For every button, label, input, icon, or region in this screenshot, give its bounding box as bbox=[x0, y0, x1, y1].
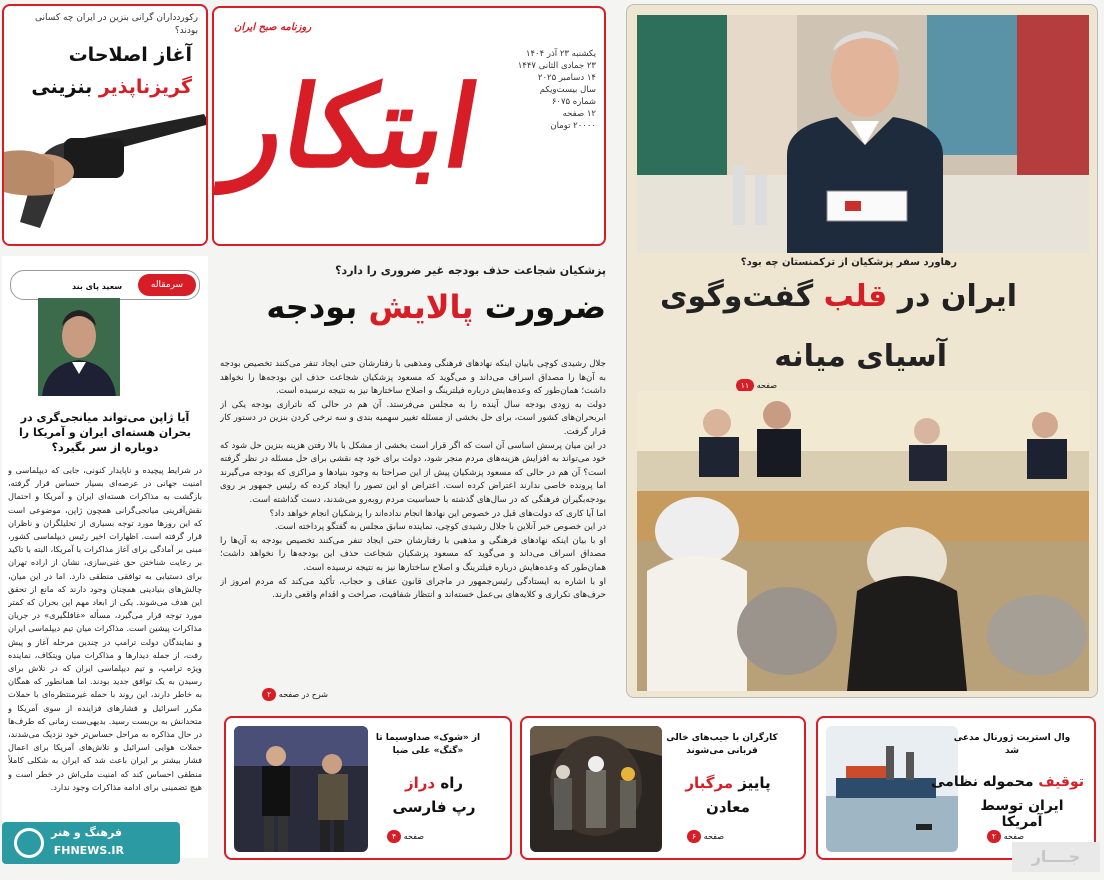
editorial-body: در شرایط پیچیده و ناپایدار کنونی، جایی که دیپلماسی و امنیت جهانی در عرصه‌ای بسیار حساس قرار گرفته، بازگشت به مذاکرات هسته‌ای ایران و آمریکا و احتمال نقش‌آفرینی میانجی‌گرانی همچون ژاپن، موضوعی است که این روزها مورد توجه بسیاری از تحلیلگران و ناظران قرار گرفته است. اظهارات اخیر رئیس دیپلماسی کشور، مبنی بر آمادگی برای آغاز مذاکرات با آمریکا، البته با تاکید بر رعایت شناختن حق غنی‌سازی، نشان از اراده تهران برای دستیابی به توافقی منطقی دارد. اما در این میان، چالش‌های بنیادینی همچنان وجود دارند که مانع از تحقق این هدف می‌شوند. یکی از ابعاد مهم این بحران که کمتر مورد توجه قرار می‌گیرد، مسأله «غافلگیری» در جریان مذاکرات پیشین است. مذاکرات میان تیم دیپلماسی ایران و نمایندگان دولت ترامپ در چندین مرحله آغاز و پیش رفت، از جمله دیدارها و مذاکرات میان ویتکاف، نماینده ویژه ترامپ، و تیم دیپلماسی ایران که در تلاش برای رسیدن به یک توافق جدید بودند. اما همانطور که همگان به خاطر دارند، این روند با حمله غیرمنتظره‌ای با حملات مکرر اسرائیل و فشارهای فزاینده از سوی آمریکا و متحدانش به بن‌بست رسید. بدیهی‌ست زمانی که طرف‌ها در حال مذاکره به مراحل حساس‌تر خود نزدیک می‌شدند، حملات هوایی اسرائیل و تلاش‌های آمریکا برای اعمال فشار بیشتر بر ایران باعث شد که ایران به شکلی کاملاً منطقی احساس کند که امنیت ملی‌اش در خطر است و هیچ تضمینی برای ادامه مذاکرات وجود ندارد. bbox=[8, 465, 202, 792]
masthead-date-line: ۱۲ صفحه bbox=[562, 109, 596, 119]
masthead-subtitle: روزنامه صبح ایران bbox=[234, 22, 312, 33]
jar-stamp: جــــار bbox=[1012, 842, 1100, 872]
lead-headline-post: بودجه bbox=[266, 288, 358, 326]
masthead-logo: ابتکار bbox=[219, 62, 489, 193]
mines-kicker: کارگران با جیب‌های خالی قربانی می‌شوند bbox=[666, 733, 778, 756]
footer-brand-box bbox=[2, 822, 180, 864]
pezeshkian-photo bbox=[637, 15, 1089, 253]
turkmen-headline-1 bbox=[660, 279, 1017, 314]
editorial-author-photo bbox=[38, 298, 120, 396]
lead-paragraph: دولت به زودی بودجه سال آینده را به مجلس می‌فرستد. آن هم در حالی که ناترازی بودجه یکی از ابربحران‌های کشور است، برای حل بخشی از مسئله تغییر سهمیه بندی و سه نرخی کردن بنزین در دستور کار قرار گرفت. bbox=[220, 399, 606, 437]
lead-paragraph: او با اشاره به ایستادگی رئیس‌جمهور در ماجرای قانون عفاف و حجاب، تأکید می‌کند که مردم امروز از حرف‌های تکراری و کلایه‌های بی‌عمل خسته‌اند و انتظار شفافیت، صراحت و اقدام واقعی دارند. bbox=[220, 576, 606, 601]
mines-page bbox=[687, 830, 724, 843]
seizure-title-1 bbox=[931, 774, 1084, 790]
fuel-title-red: گریزناپذیر bbox=[98, 76, 192, 98]
turkmen-page-badge: ۱۱ bbox=[736, 379, 755, 392]
editorial-tag: سرمقاله bbox=[138, 274, 196, 296]
bottom-box-mines bbox=[520, 716, 806, 860]
fuel-title-2 bbox=[31, 76, 192, 98]
masthead-box bbox=[212, 6, 606, 246]
mines-title-part: پاییز bbox=[738, 774, 771, 792]
footer-brand: فرهنگ و هنر bbox=[51, 826, 122, 839]
seizure-title-part: محموله نظامی bbox=[931, 774, 1034, 790]
masthead-date-line: ۲۰۰۰۰ تومان bbox=[550, 121, 596, 131]
lead-kicker: پزشکیان شجاعت حذف بودجه غیر ضروری را دارد؟ bbox=[335, 264, 606, 277]
turkmen-box bbox=[626, 4, 1098, 698]
turkmen-headline-2: آسیای میانه bbox=[774, 339, 947, 374]
seizure-title-2: ایران توسط آمریکا bbox=[980, 798, 1064, 830]
turkmen-page-label: صفحه bbox=[756, 381, 777, 390]
lead-headline-pre: ضرورت bbox=[484, 288, 606, 326]
rap-page-label: صفحه bbox=[403, 832, 424, 841]
rap-page bbox=[387, 830, 424, 843]
masthead-date-line: ۱۴ دسامبر ۲۰۲۵ bbox=[537, 73, 596, 83]
lead-paragraph: او با بیان اینکه نهادهای فرهنگی و مذهبی با رفتارشان حتی ایجاد تنفر می‌کنند تخصیص بودجه به آن‌ها را مصداق اسراف می‌داند و می‌گوید که مسعود پزشکیان شجاعت حذف این بودجه‌ها را نخواهد داشت؛ همان‌طور که وعده‌هایش درباره فیلترینگ و اصلاح ساختارها نیز به نتیجه نرسیده است. bbox=[220, 535, 606, 573]
masthead-date-block bbox=[496, 48, 596, 132]
summit-photo bbox=[637, 391, 1089, 691]
mines-title-2: معادن bbox=[706, 798, 750, 816]
fuel-title-1: آغاز اصلاحات bbox=[68, 44, 192, 66]
mines-page-badge: ۶ bbox=[687, 830, 701, 843]
turkmen-head-part-red: قلب bbox=[823, 279, 888, 314]
seizure-page-label: صفحه bbox=[1003, 832, 1024, 841]
seizure-kicker: وال استریت ژورنال مدعی شد bbox=[953, 733, 1071, 756]
rap-title-part: راه bbox=[440, 774, 463, 792]
fuel-kicker: رکوردداران گرانی بنزین در ایران چه کسانی بودند؟ bbox=[35, 13, 198, 36]
lead-paragraph: اما آیا کاری که دولت‌های قبل در خصوص این نهادها انجام نداده‌اند را پزشکیان انجام خواهد داد؟ bbox=[269, 508, 606, 519]
rap-page-badge: ۴ bbox=[387, 830, 401, 843]
bottom-box-seizure bbox=[816, 716, 1096, 860]
mines-page-label: صفحه bbox=[703, 832, 724, 841]
lead-more-badge: ۲ bbox=[262, 688, 276, 701]
fuel-title-rest: بنزینی bbox=[31, 76, 93, 98]
turkmen-head-part-a: ایران در bbox=[897, 279, 1017, 314]
rap-title-1 bbox=[372, 774, 496, 792]
lead-more bbox=[262, 688, 328, 701]
lead-more-label: شرح در صفحه bbox=[278, 690, 328, 699]
seizure-page-badge: ۲ bbox=[987, 830, 1001, 843]
seizure-title-red: توقیف bbox=[1038, 774, 1084, 790]
editorial-author: سعید پای بند bbox=[72, 282, 123, 291]
masthead-date-line: یکشنبه ۲۳ آذر ۱۴۰۴ bbox=[525, 49, 596, 59]
lead-headline bbox=[216, 288, 606, 326]
turkmen-head-part-c: گفت‌وگوی bbox=[660, 279, 814, 314]
lead-headline-red: پالایش bbox=[368, 288, 474, 326]
mines-title-red: مرگبار bbox=[685, 774, 734, 792]
miners-photo bbox=[530, 726, 662, 852]
fuel-nozzle-image bbox=[4, 102, 208, 246]
footer-site: FHNEWS.IR bbox=[53, 844, 124, 857]
editorial-column bbox=[2, 256, 208, 858]
fuel-box bbox=[2, 4, 208, 246]
turkmen-kicker: رهاورد سفر پزشکیان از ترکمنستان چه بود؟ bbox=[740, 257, 957, 268]
rap-title-red: دراز bbox=[405, 774, 436, 792]
masthead-date-line: سال بیست‌ویکم bbox=[539, 85, 596, 95]
rap-title-2: رپ فارسی bbox=[392, 798, 476, 816]
lead-body bbox=[220, 358, 606, 694]
rap-photo bbox=[234, 726, 368, 852]
lead-paragraph: جلال رشیدی کوچی بابیان اینکه نهادهای فرهنگی ومذهبی با رفتارشان حتی ایجاد تنفر می‌کنند تخصیص بودجه به آن‌ها را مصداق اسراف می‌داند و می‌گوید که مسعود پزشکیان شجاعت حذف این بودجه‌ها را نخواهد داشت؛ همان‌طور که وعده‌هایش درباره فیلترینگ و اصلاح ساختارها نیز به نتیجه نرسیده است. bbox=[220, 359, 606, 397]
mines-title-1 bbox=[666, 774, 790, 792]
bottom-box-rap bbox=[224, 716, 512, 860]
editorial-headline: آیا ژاپن می‌تواند میانجی‌گری در بحران هسته‌ای ایران و آمریکا را دوباره از سر بگیرد؟ bbox=[19, 411, 191, 454]
lead-paragraph: در این میان پرسش اساسی آن است که اگر قرار است بخشی از مشکل با بالا رفتن هزینه بنزین حل شود که خود می‌تواند به افزایش هزینه‌های مردم منجر شود، دولت برای خود چه نقشی برای حل مسئله در نظر گرفته است؟ آن هم در حالی که مسعود پزشکیان پیش از این صراحتا به وجود بنیادها و مراکزی که بودجه می‌گیرند اما پرونده خاصی ندارند اعتراض کرده است. اعتراض او این تصور را ایجاد کرده که رئیس جمهور بر روی بودجه‌بگیران فرهنگی که در سال‌های گذشته با حساسیت مردم روبه‌رو می‌شدند، دست گذاشته است. bbox=[220, 440, 606, 505]
lead-paragraph: در این خصوص خبر آنلاین با جلال رشیدی کوچی، نماینده سابق مجلس به گفتگو پرداخته است. bbox=[274, 522, 606, 533]
rap-kicker: از «شوک» صداوسیما تا «گنگ» علی ضیا bbox=[375, 733, 481, 756]
masthead-date-line: شماره ۶۰۷۵ bbox=[551, 97, 596, 107]
footer-logo-icon bbox=[14, 828, 44, 858]
masthead-date-line: ۲۳ جمادی الثانی ۱۴۴۷ bbox=[517, 61, 596, 71]
